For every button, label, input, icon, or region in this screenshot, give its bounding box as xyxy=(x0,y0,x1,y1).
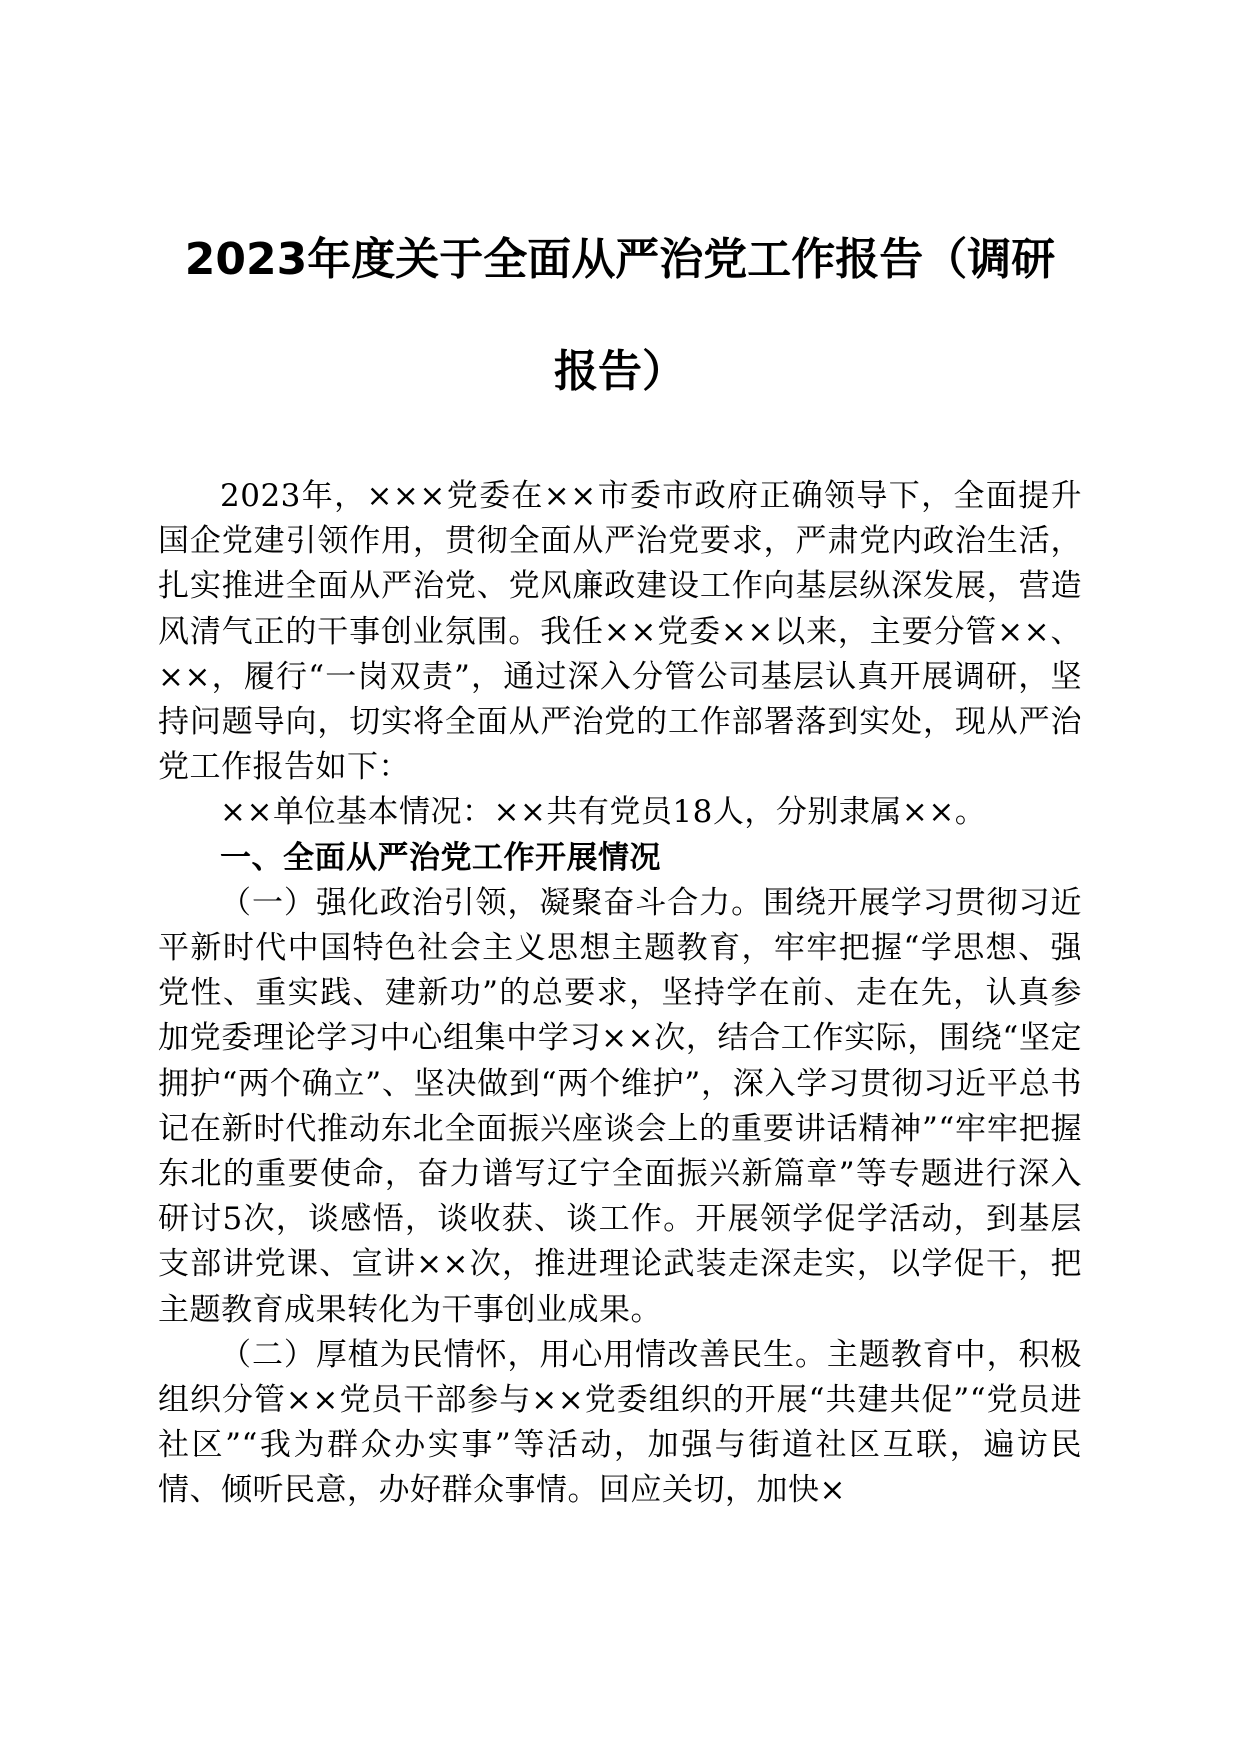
subsection-paragraph-1: （一）强化政治引领，凝聚奋斗合力。围绕开展学习贯彻习近平新时代中国特色社会主义思想主题教育，牢牢把握“学思想、强党性、重实践、建新功”的总要求，坚持学在前、走在先，认真参加党委理论学习中心组集中学习××次，结合工作实际，围绕“坚定拥护“两个确立”、坚决做到“两个维护”，深入学习贯彻习近平总书记在新时代推动东北全面振兴座谈会上的重要讲话精神”“牢牢把握东北的重要使命，奋力谱写辽宁全面振兴新篇章”等专题进行深入研讨5次，谈感悟，谈收获、谈工作。开展领学促学活动，到基层支部讲党课、宣讲××次，推进理论武装走深走实，以学促干，把主题教育成果转化为干事创业成果。 xyxy=(158,884,1082,1328)
document-title-line-1: 2023年度关于全面从严治党工作报告（调研 xyxy=(184,234,1056,285)
section-heading: 一、全面从严治党工作开展情况 xyxy=(220,839,661,876)
subsection-paragraph-2: （二）厚植为民情怀，用心用情改善民生。主题教育中，积极组织分管××党员干部参与××党委组织的开展“共建共促”“党员进社区”“我为群众办实事”等活动，加强与街道社区互联，遍访民情、倾听民意，办好群众事情。回应关切，加快× xyxy=(158,1336,1082,1509)
basic-info-paragraph: ××单位基本情况：××共有党员18人，分别隶属××。 xyxy=(220,794,987,831)
intro-paragraph: 2023年，×××党委在××市委市政府正确领导下，全面提升国企党建引领作用，贯彻全面从严治党要求，严肃党内政治生活，扎实推进全面从严治党、党风廉政建设工作向基层纵深发展，营造风清气正的干事创业氛围。我任××党委××以来，主要分管××、××，履行“一岗双责”，通过深入分管公司基层认真开展调研，坚持问题导向，切实将全面从严治党的工作部署落到实处，现从严治党工作报告如下： xyxy=(158,478,1082,786)
document-body xyxy=(158,474,1082,1514)
document-title-line-2: 报告） xyxy=(554,346,686,397)
